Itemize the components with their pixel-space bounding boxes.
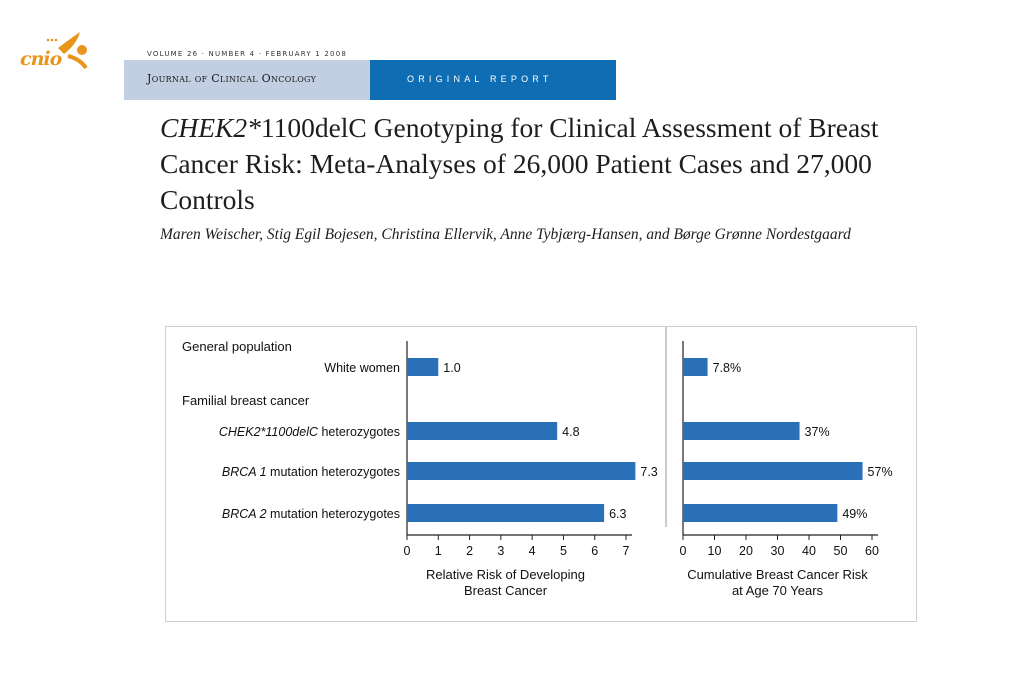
category-label: White women	[324, 361, 400, 375]
cum-data-label: 37%	[804, 425, 830, 439]
rr-tick-label: 3	[497, 544, 505, 558]
cum-tick-label: 0	[679, 544, 687, 558]
cum-tick-label: 20	[739, 544, 753, 558]
rr-tick-label: 0	[403, 544, 411, 558]
cum-tick-label: 40	[802, 544, 816, 558]
category-label: BRCA 2 mutation heterozygotes	[221, 507, 400, 521]
cum-data-label: 57%	[867, 465, 893, 479]
volume-line: VOLUME 26 · NUMBER 4 · FEBRUARY 1 2008	[147, 50, 347, 58]
rr-tick-label: 7	[622, 544, 630, 558]
cum-tick-label: 30	[770, 544, 785, 558]
cum-axis-title: Cumulative Breast Cancer Risk	[687, 567, 868, 582]
category-label: BRCA 1 mutation heterozygotes	[221, 465, 400, 479]
cum-tick-label: 50	[833, 544, 848, 558]
cum-bar	[683, 504, 837, 522]
group-heading-familial: Familial breast cancer	[182, 393, 310, 408]
cum-tick-label: 10	[707, 544, 722, 558]
rr-bar	[407, 504, 604, 522]
group-heading-general: General population	[182, 339, 292, 354]
rr-data-label: 6.3	[609, 507, 627, 521]
rr-tick-label: 4	[528, 544, 536, 558]
rr-bar	[407, 462, 635, 480]
figure-panel	[165, 326, 917, 622]
cum-data-label: 7.8%	[712, 361, 742, 375]
section-label: ORIGINAL REPORT	[407, 74, 553, 84]
rr-tick-label: 5	[559, 544, 567, 558]
rr-bar	[407, 358, 438, 376]
rr-data-label: 1.0	[443, 361, 461, 375]
article-authors: Maren Weischer, Stig Egil Bojesen, Christina Ellervik, Anne Tybjærg-Hansen, and Børge Grønne Nordestgaard	[160, 226, 851, 243]
rr-axis-title: Breast Cancer	[463, 583, 548, 598]
title-gene: CHEK2*	[160, 112, 261, 143]
rr-data-label: 4.8	[562, 425, 580, 439]
cnio-logo	[18, 26, 88, 72]
journal-name: Journal of Clinical Oncology	[147, 72, 317, 85]
bar-charts	[166, 327, 916, 621]
cum-bar	[683, 422, 800, 440]
rr-data-label: 7.3	[640, 465, 658, 479]
cum-bar	[683, 358, 708, 376]
cum-tick-label: 60	[865, 544, 879, 558]
cum-bar	[683, 462, 863, 480]
category-label: CHEK2*1100delC heterozygotes	[218, 425, 400, 439]
rr-tick-label: 1	[434, 544, 442, 558]
cum-data-label: 49%	[842, 507, 868, 521]
cum-axis-title: at Age 70 Years	[731, 583, 824, 598]
title-rest: 1100delC Genotyping for Clinical Assessment of Breast Cancer Risk: Meta-Analyses of 26,000 Patient Cases and 27,000 Controls	[160, 112, 879, 215]
logo-text: cnio	[20, 48, 62, 70]
article-title	[160, 110, 960, 218]
rr-tick-label: 2	[466, 544, 474, 558]
rr-bar	[407, 422, 557, 440]
rr-axis-title: Relative Risk of Developing	[426, 567, 585, 582]
rr-tick-label: 6	[591, 544, 599, 558]
